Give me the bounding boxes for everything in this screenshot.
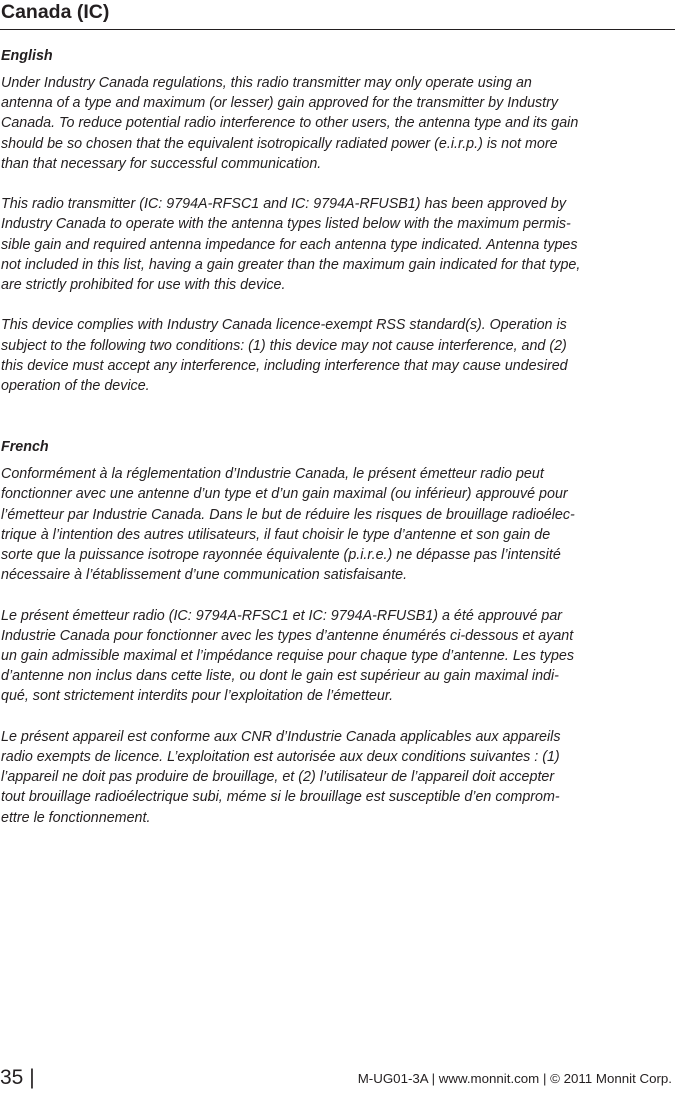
french-paragraph: Le présent appareil est conforme aux CNR d’Industrie Canada applicables aux appareils radio exempts de licence. L’exploitation est autorisée aux deux conditions suivantes : (1) l’appareil ne doit pas produire de brouillage, et (2) l’utilisateur de l’appareil doit accepter tout brouillage radioélectrique subi, méme si le brouillage est susceptible d’en comprom- ettre le fonctionnement.: [1, 728, 561, 826]
english-paragraph: This device complies with Industry Canada licence-exempt RSS standard(s). Operation is subject to the following two conditions: (1) this device may not cause interference, and (2) this device must accept any interference, including interference that may cause undesired operation of the device.: [1, 317, 568, 395]
french-paragraph: Le présent émetteur radio (IC: 9794A-RFSC1 et IC: 9794A-RFUSB1) a été approuvé par Industrie Canada pour fonctionner avec les types d’antenne énumérés ci-dessous et ayant un gain admissible maximal et l’impédance requise pour chaque type d’antenne. Les types d’antenne non inclus dans cette liste, ou dont le gain est supérieur au gain maximal indi- qué, sont strictement interdits pour l’exploitation de l’émetteur.: [1, 607, 575, 705]
english-section: [1, 47, 675, 396]
page-number: 35 |: [0, 1066, 35, 1089]
french-heading: French: [1, 439, 49, 456]
english-paragraph: Under Industry Canada regulations, this radio transmitter may only operate using an antenna of a type and maximum (or lesser) gain approved for the transmitter by Industry Canada. To reduce potential radio interference to other users, the antenna type and its gain should be so chosen that the equivalent isotropically radiated power (e.i.r.p.) is not more than that necessary for successful communication.: [1, 75, 579, 172]
french-paragraph: Conformément à la réglementation d’Industrie Canada, le présent émetteur radio peut fonctionner avec une antenne d’un type et d’un gain maximal (ou inférieur) approuvé pour l’émetteur par Industrie Canada. Dans le but de réduire les risques de brouillage radioélec- trique à l’intention des autres utilisateurs, il faut choisir le type d’antenne et son gain de sorte que la puissance isotrope rayonnée équivalente (p.i.r.e.) ne dépasse pas l’intensité nécessaire à l’établissement d’une communication satisfaisante.: [1, 466, 575, 584]
french-section: [1, 438, 675, 828]
page-content: [1, 47, 675, 848]
english-paragraph: This radio transmitter (IC: 9794A-RFSC1 and IC: 9794A-RFUSB1) has been approved by Industry Canada to operate with the antenna types listed below with the maximum permis- sible gain and required antenna impedance for each antenna type indicated. Antenna types not included in this list, having a gain greater than the maximum gain indicated for that type, are strictly prohibited for use with this device.: [1, 196, 581, 294]
page-title: Canada (IC): [0, 0, 675, 30]
footer-info: M-UG01-3A | www.monnit.com | © 2011 Monnit Corp.: [357, 1071, 672, 1086]
english-heading: English: [1, 48, 53, 64]
page-footer: [0, 1067, 675, 1089]
